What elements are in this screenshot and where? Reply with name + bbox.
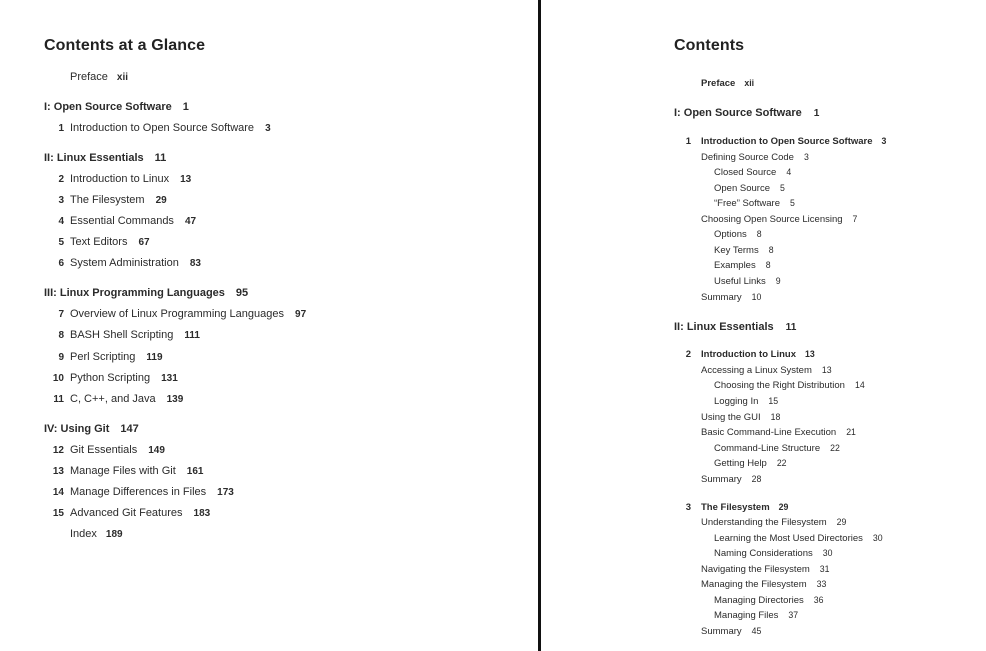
toc-subsection[interactable] [714,380,865,391]
toc-chapter[interactable] [44,372,178,384]
chapter-page: 47 [184,216,197,227]
entry-label: Preface [70,71,108,83]
toc-entry-preface[interactable] [701,78,754,89]
toc-part[interactable] [674,107,819,119]
entry-page: xii [116,72,129,83]
part-label: IV: Using Git [44,423,110,435]
part-label: II: Linux Essentials [674,321,774,333]
chapter-page: 3 [265,123,271,134]
toc-chapter[interactable] [44,308,306,320]
chapter-number: 6 [58,258,64,269]
chapter-page: 13 [180,174,192,185]
chapter-page: 97 [295,309,307,320]
chapter-number: 5 [58,237,64,248]
chapter-page: 131 [161,373,178,384]
chapter-label: System Administration [70,257,179,269]
subsection-page: 8 [756,229,762,239]
toc-section[interactable] [701,564,830,575]
chapter-number: 10 [52,373,64,384]
toc-section[interactable] [701,579,826,590]
part-page: 1 [813,108,820,119]
subsection-page: 9 [775,276,781,286]
subsection-label: Naming Considerations [714,548,813,559]
chapter-label: C, C++, and Java [70,393,156,405]
chapter-number: 13 [52,466,64,477]
subsection-label: Choosing the Right Distribution [714,380,845,391]
toc-section[interactable] [701,474,761,485]
subsection-page: 14 [854,380,865,390]
chapter-page: 83 [189,258,201,269]
chapter-label: The Filesystem [701,502,770,513]
section-label: Managing the Filesystem [701,579,807,590]
toc-chapter[interactable] [44,236,150,248]
toc-entry-index[interactable] [70,528,123,540]
section-label: Summary [701,626,742,637]
subsection-label: Options [714,229,747,240]
subsection-label: Closed Source [714,167,777,178]
section-label: Defining Source Code [701,152,794,163]
toc-subsection[interactable] [714,548,832,559]
entry-page: xii [744,78,755,88]
chapter-label: Text Editors [70,236,128,248]
chapter-label: Introduction to Open Source Software [701,136,873,147]
chapter-label: Advanced Git Features [70,507,183,519]
page-title: Contents [674,37,745,54]
chapter-page: 161 [186,466,204,477]
section-label: Basic Command-Line Execution [701,427,837,438]
chapter-number: 2 [58,174,64,185]
toc-chapter[interactable] [674,349,815,360]
subsection-page: 8 [765,260,771,270]
chapter-number: 11 [53,394,64,405]
part-label: II: Linux Essentials [44,152,144,164]
chapter-label: Introduction to Linux [70,173,170,185]
chapter-number: 7 [58,309,64,320]
section-page: 18 [770,412,781,422]
part-page: 11 [785,322,797,333]
chapter-number: 2 [685,349,691,360]
section-page: 31 [819,564,830,574]
chapter-page: 119 [146,352,163,363]
part-page: 11 [154,152,167,164]
toc-section[interactable] [701,292,761,303]
chapter-page: 3 [881,136,887,146]
chapter-label: Manage Files with Git [70,465,176,477]
section-label: Accessing a Linux System [701,365,812,376]
part-label: III: Linux Programming Languages [44,287,225,299]
toc-chapter[interactable] [44,393,183,405]
toc-chapter[interactable] [44,507,210,519]
subsection-label: Open Source [714,183,770,194]
section-page: 29 [836,517,847,527]
toc-chapter[interactable] [44,329,200,341]
toc-chapter[interactable] [44,215,196,227]
chapter-label: Perl Scripting [70,351,136,363]
chapter-page: 29 [155,195,167,206]
toc-part[interactable] [674,321,796,333]
toc-section[interactable] [701,214,857,225]
chapter-page: 67 [138,237,150,248]
section-page: 28 [751,474,762,484]
entry-label: Preface [701,78,736,89]
part-page: 95 [235,287,249,299]
subsection-label: Getting Help [714,458,767,469]
chapter-number: 8 [58,330,64,341]
chapter-label: Introduction to Open Source Software [70,122,255,134]
toc-section[interactable] [701,517,846,528]
toc-chapter[interactable] [44,194,167,206]
section-page: 13 [821,365,832,375]
section-label: Using the GUI [701,412,761,423]
subsection-label: Learning the Most Used Directories [714,533,863,544]
toc-subsection[interactable] [714,276,781,287]
subsection-page: 36 [813,595,824,605]
toc-chapter[interactable] [44,173,191,185]
entry-label: Index [70,528,97,540]
section-page: 3 [803,152,809,162]
toc-part[interactable] [44,152,166,164]
chapter-label: Introduction to Linux [701,349,796,360]
chapter-number: 3 [685,502,691,513]
entry-page: 189 [105,529,123,540]
subsection-page: 30 [822,548,833,558]
subsection-label: Managing Directories [714,595,804,606]
chapter-page: 139 [166,394,184,405]
section-page: 33 [816,579,827,589]
subsection-label: Command-Line Structure [714,443,821,454]
chapter-label: Overview of Linux Programming Languages [70,308,285,320]
toc-chapter[interactable] [44,122,271,134]
chapter-label: Git Essentials [70,444,138,456]
chapter-label: Python Scripting [70,372,151,384]
toc-subsection[interactable] [714,610,798,621]
contents-page [541,0,986,651]
toc-subsection[interactable] [714,458,787,469]
part-label: I: Open Source Software [674,107,802,119]
part-label: I: Open Source Software [44,101,172,113]
subsection-page: 4 [786,167,792,177]
chapter-page: 149 [148,445,165,456]
toc-chapter[interactable] [44,444,165,456]
section-page: 7 [852,214,858,224]
chapter-number: 4 [58,216,64,227]
section-page: 10 [751,292,762,302]
chapter-number: 12 [52,445,64,456]
chapter-number: 15 [52,508,64,519]
toc-subsection[interactable] [714,229,762,240]
toc-part[interactable] [44,423,139,435]
toc-subsection[interactable] [714,533,883,544]
chapter-number: 1 [685,136,691,147]
subsection-label: Examples [714,260,756,271]
subsection-label: Key Terms [714,245,759,256]
chapter-page: 183 [193,508,211,519]
chapter-number: 3 [58,195,64,206]
section-page: 45 [751,626,762,636]
part-page: 147 [120,423,139,435]
chapter-number: 9 [58,352,64,363]
chapter-label: Essential Commands [70,215,174,227]
toc-subsection[interactable] [714,198,795,209]
toc-chapter[interactable] [674,502,788,513]
subsection-page: 22 [776,458,787,468]
toc-part[interactable] [44,287,248,299]
toc-section[interactable] [701,365,832,376]
section-label: Navigating the Filesystem [701,564,810,575]
chapter-label: The Filesystem [70,194,145,206]
toc-chapter[interactable] [44,351,163,363]
subsection-page: 5 [790,198,795,208]
subsection-label: Logging In [714,396,759,407]
part-page: 1 [182,101,189,113]
chapter-page: 111 [184,330,200,341]
chapter-number: 14 [52,487,64,498]
chapter-page: 173 [217,487,234,498]
subsection-page: 22 [830,443,840,453]
subsection-page: 30 [872,533,883,543]
section-label: Summary [701,474,742,485]
toc-subsection[interactable] [714,396,778,407]
toc-section[interactable] [701,427,856,438]
chapter-label: BASH Shell Scripting [70,329,174,341]
section-label: Summary [701,292,742,303]
toc-chapter[interactable] [44,257,201,269]
subsection-label: Useful Links [714,276,766,287]
chapter-page: 13 [804,349,815,359]
toc-subsection[interactable] [714,595,823,606]
toc-subsection[interactable] [714,443,840,454]
chapter-page: 29 [778,502,789,512]
toc-section[interactable] [701,152,809,163]
toc-chapter[interactable] [674,136,886,147]
subsection-page: 37 [788,610,799,620]
section-page: 21 [846,427,856,437]
subsection-label: Managing Files [714,610,779,621]
toc-subsection[interactable] [714,245,774,256]
section-label: Choosing Open Source Licensing [701,214,843,225]
subsection-page: 8 [768,245,774,255]
section-label: Understanding the Filesystem [701,517,827,528]
subsection-label: “Free” Software [714,198,780,209]
toc-chapter[interactable] [44,465,203,477]
toc-subsection[interactable] [714,260,771,271]
toc-subsection[interactable] [714,167,791,178]
subsection-page: 5 [779,183,785,193]
chapter-label: Manage Differences in Files [70,486,207,498]
toc-chapter[interactable] [44,486,234,498]
toc-section[interactable] [701,412,780,423]
toc-subsection[interactable] [714,183,785,194]
toc-part[interactable] [44,101,189,113]
toc-section[interactable] [701,626,761,637]
page-title: Contents at a Glance [44,37,206,54]
subsection-page: 15 [768,396,779,406]
chapter-number: 1 [58,123,64,134]
toc-entry-preface[interactable] [70,71,128,83]
